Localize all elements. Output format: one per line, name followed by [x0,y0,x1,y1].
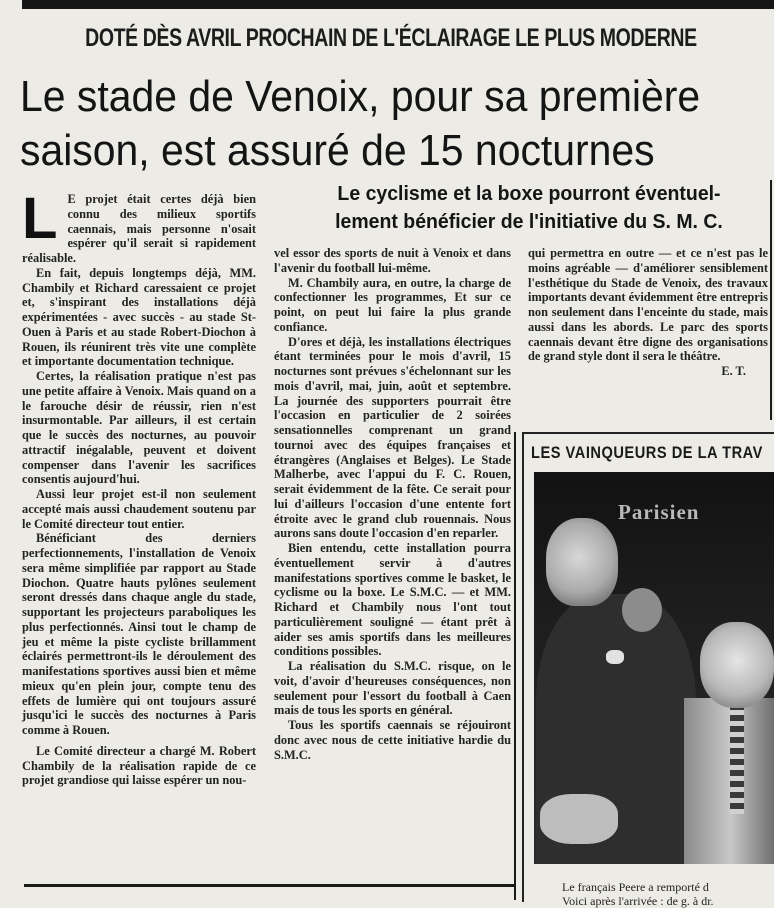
article-bottom-rule [24,884,514,887]
article-subhead [284,180,774,236]
photo-figure-right-body [684,698,774,864]
photo-caption [562,880,774,908]
article-column-1 [22,186,256,788]
photo-figure-left-hand [540,794,618,844]
subhead-line-1: Le cyclisme et la boxe pourront éventuel- [337,182,721,205]
column-rule-photo [514,432,516,900]
column-rule-right [770,180,772,420]
paragraph: La réalisation du S.M.C. risque, on le voit, d'avoir d'heureuses conséquences, non seulement pour l'essort du football à Caen mais de tous les sports en général. [274,659,511,718]
photo-caption-line-2: Voici après l'arrivée : de g. à dr. [562,894,714,908]
photo-background-figure [622,588,662,632]
paragraph: L E projet était certes déjà bien connu des milieux sportifs caennais, mais personne n'osait espérer qu'il serait si rapidement réalisable. [22,186,256,265]
article-column-2 [274,246,511,762]
author-signature: E. T. [721,364,746,378]
photo-caption-line-1: Le français Peere a remporté d [562,880,709,894]
paragraph: D'ores et déjà, les installations électriques étant terminées pour le mois d'avril, 15 nocturnes sont prévues s'échelonnant sur les mois d'avril, mai, juin, août et septembre. La journée des supporters pourrait être l'occasion en particulier de 2 soirées sensationnelles comprenant un grand tournoi avec des équipes françaises et étrangères (Anglaises et Belges). Le Stade Malherbe, avec l'appui du F. C. Rouen, serait évidemment de la fête. Ce serait pour lui d'ailleurs l'occasion d'une entente fort étroite avec le grand club rouennais. Nous aurons sans doute l'occasion d'en reparler. [274,334,511,541]
subhead-line-2: lement bénéficier de l'initiative du S. M. C. [335,210,723,233]
cyclists-photo [534,472,774,864]
headline-line-1: Le stade de Venoix, pour sa première [20,72,701,121]
photo-sign-text: Parisien [618,500,700,524]
paragraph: Aussi leur projet est-il non seulement accepté mais aussi chaudement soutenu par le Comité directeur tout entier. [22,487,256,531]
paragraph: En fait, depuis longtemps déjà, MM. Chambily et Richard caressaient ce projet et, s'inspirant des installations déjà expérimentées - avec succès - au stade St-Ouen à Paris et au stade Robert-Diochon à Rouen, ils réunirent très vite une complète et importante documentation technique. [22,265,256,369]
paragraph: qui permettra en outre — et ce n'est pas le moins agréable — d'améliorer sensiblement l'esthétique du Stade de Venoix, des travaux importants devant évidemment être entrepris non seulement dans l'enceinte du stade, mais aussi dans les abords. Le parc des sports caennais devant être digne des organisations de grand style dont il sera le théâtre. [528,246,768,364]
article-headline [20,70,770,178]
article-column-3 [528,246,768,379]
paragraph: Le Comité directeur a chargé M. Robert Chambily de la réalisation rapide de ce projet grandiose qui laisse espérer un nou- [22,743,256,788]
paragraph: Bien entendu, cette installation pourra éventuellement servir à d'autres manifestations sportives comme le basket, le cyclisme ou la boxe. Le S.M.C. — et MM. Richard et Chambily nous l'ont tout particulièrement souligné — étant prêt à aider ses amis sportifs dans les meilleures conditions possibles. [274,541,511,659]
photo-scarf [730,704,744,814]
photo-figure-right-face [700,622,774,708]
paragraph: vel essor des sports de nuit à Venoix et dans l'avenir du football lui-même. [274,246,511,275]
headline-line-2: saison, est assuré de 15 nocturnes [20,126,655,175]
paragraph: Tous les sportifs caennais se réjouiront donc avec nous de cette initiative hardie du S.M.C. [274,718,511,762]
photo-feature-title: LES VAINQUEURS DE LA TRAV [531,443,763,462]
photo-badge [606,650,624,664]
photo-figure-left-face [546,518,618,606]
masthead-bar [22,0,774,9]
paragraph: Certes, la réalisation pratique n'est pas une petite affaire à Venoix. Mais quand on a le farouche désir de réussir, rien n'est insurmontable. Par ailleurs, il est certain que le succès des nocturnes, au pouvoir attractif inégalable, peuvent et doivent compenser dans l'avenir les sacrifices consentis aujourd'hui. [22,369,256,487]
photo-feature [522,432,774,908]
paragraph: Bénéficiant des derniers perfectionnements, l'installation de Venoix sera même simplifiée par rapport au Stade Diochon. Quatre hauts pylônes seulement seront dressés dans chaque angle du stade, supportant les projecteurs paraboliques les plus perfectionnés. Ainsi tout le champ de jeu et même la piste cycliste brillamment éclairés permettront-ils le déroulement des manifestations sportives aussi bien et même mieux qu'en plein jour, compte tenu des effets de lumière qui ont toujours assuré jusqu'ici le succès des nocturnes à Paris comme à Rouen. [22,531,256,737]
paragraph: M. Chambily aura, en outre, la charge de confectionner les programmes, Et sur ce point, on peut lui faire la plus grande confiance. [274,275,511,334]
drop-cap: L [22,186,58,251]
article-kicker: DOTÉ DÈS AVRIL PROCHAIN DE L'ÉCLAIRAGE LE PLUS MODERNE [85,24,697,52]
